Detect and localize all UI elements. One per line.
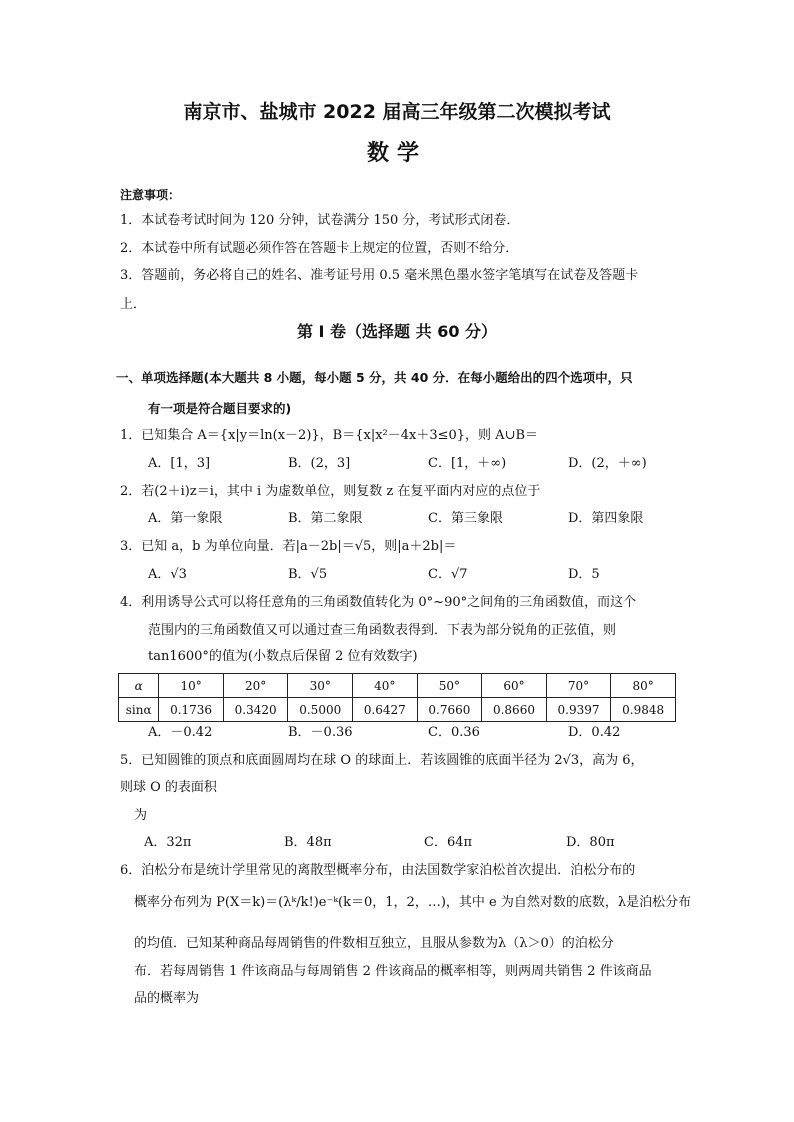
option-b: B．√5 xyxy=(288,567,328,582)
section-heading: 一、单项选择题(本大题共 8 小题，每小题 5 分，共 40 分．在每小题给出的四个选项中，只 xyxy=(116,370,633,385)
question-stem: 6．泊松分布是统计学里常见的离散型概率分布，由法国数学家泊松首次提出．泊松分布的 xyxy=(120,863,636,878)
option-a: A．－0.42 xyxy=(148,725,213,740)
notice-item: 3．答题前，务必将自己的姓名、准考证号用 0.5 毫米黑色墨水签字笔填写在试卷及答题卡 xyxy=(120,268,639,283)
option-a: A．第一象限 xyxy=(148,511,223,526)
section-heading-cont: 有一项是符合题目要求的) xyxy=(148,401,292,416)
table-cell: 30° xyxy=(288,674,353,698)
table-header-row xyxy=(119,674,676,698)
notice-heading: 注意事项： xyxy=(120,188,181,202)
question-stem-cont: tan1600°的值为(小数点后保留 2 位有效数字) xyxy=(148,649,418,664)
option-d: D．(2，＋∞) xyxy=(568,456,647,471)
option-b: B．48π xyxy=(284,835,332,850)
table-cell: 0.5000 xyxy=(288,698,353,722)
option-b: B．(2，3] xyxy=(288,456,351,471)
table-cell: 70° xyxy=(546,674,611,698)
option-d: D．80π xyxy=(566,835,615,850)
table-cell: 10° xyxy=(159,674,224,698)
table-cell: 40° xyxy=(353,674,418,698)
table-cell: 0.6427 xyxy=(353,698,418,722)
option-c: C．第三象限 xyxy=(428,511,503,526)
question-stem-cont: 范围内的三角函数值又可以通过查三角函数表得到．下表为部分锐角的正弦值，则 xyxy=(148,623,617,638)
option-a: A．[1，3] xyxy=(148,456,211,471)
notice-item: 2．本试卷中所有试题必须作答在答题卡上规定的位置，否则不给分． xyxy=(120,241,519,256)
notice-item: 1．本试卷考试时间为 120 分钟，试卷满分 150 分，考试形式闭卷． xyxy=(120,213,520,228)
exam-title: 南京市、盐城市 2022 届高三年级第二次模拟考试 xyxy=(183,101,611,123)
option-c: C．0.36 xyxy=(428,725,480,740)
option-a: A．32π xyxy=(144,835,192,850)
question-stem: 5．已知圆锥的顶点和底面圆周均在球 O 的球面上．若该圆锥的底面半径为 2√3，高为 6， xyxy=(120,753,644,768)
question-stem-cont: 品的概率为 xyxy=(134,991,200,1006)
table-row xyxy=(119,698,676,722)
table-cell: 50° xyxy=(417,674,482,698)
question-stem-cont: 布．若每周销售 1 件该商品与每周销售 2 件该商品的概率相等，则两周共销售 2 件该商品 xyxy=(134,964,652,979)
table-cell: sinα xyxy=(119,698,159,722)
question-stem: 2．若(2＋i)z＝i，其中 i 为虚数单位，则复数 z 在复平面内对应的点位于 xyxy=(120,484,541,499)
table-cell: 0.7660 xyxy=(417,698,482,722)
table-cell: 60° xyxy=(482,674,547,698)
option-b: B．第二象限 xyxy=(288,511,363,526)
table-cell: 80° xyxy=(611,674,676,698)
subject-title: 数学 xyxy=(366,141,427,166)
table-cell: 0.8660 xyxy=(482,698,547,722)
option-d: D．5 xyxy=(568,567,600,582)
option-c: C．64π xyxy=(424,835,473,850)
option-a: A．√3 xyxy=(148,567,187,582)
table-cell: 20° xyxy=(223,674,288,698)
notice-item: 上． xyxy=(120,297,147,312)
sine-table xyxy=(118,673,676,722)
option-d: D．0.42 xyxy=(568,725,621,740)
question-stem: 1．已知集合 A＝{x|y＝ln(x－2)}，B＝{x|x²－4x＋3≤0}，则 A∪B＝ xyxy=(120,428,539,443)
table-cell: 0.9397 xyxy=(546,698,611,722)
option-b: B．－0.36 xyxy=(288,725,353,740)
question-stem-cont: 为 xyxy=(134,808,148,823)
question-stem-cont: 则球 O 的表面积 xyxy=(120,780,217,795)
table-cell: α xyxy=(119,674,159,698)
question-stem-cont: 概率分布列为 P(X＝k)＝(λᵏ/k!)e⁻ᵏ(k＝0，1，2，…)，其中 e 为自然对数的底数，λ是泊松分布 xyxy=(134,895,692,910)
table-cell: 0.9848 xyxy=(611,698,676,722)
option-c: C．[1，＋∞) xyxy=(428,456,507,471)
question-stem: 3．已知 a，b 为单位向量．若|a－2b|＝√5，则|a＋2b|＝ xyxy=(120,539,457,554)
option-c: C．√7 xyxy=(428,567,468,582)
table-cell: 0.3420 xyxy=(223,698,288,722)
part-title: 第 I 卷（选择题 共 60 分） xyxy=(296,322,498,341)
option-d: D．第四象限 xyxy=(568,511,644,526)
question-stem: 4．利用诱导公式可以将任意角的三角函数值转化为 0°~90°之间角的三角函数值，而这个 xyxy=(120,595,637,610)
table-cell: 0.1736 xyxy=(159,698,224,722)
question-stem-cont: 的均值．已知某种商品每周销售的件数相互独立，且服从参数为λ（λ＞0）的泊松分 xyxy=(134,936,614,951)
